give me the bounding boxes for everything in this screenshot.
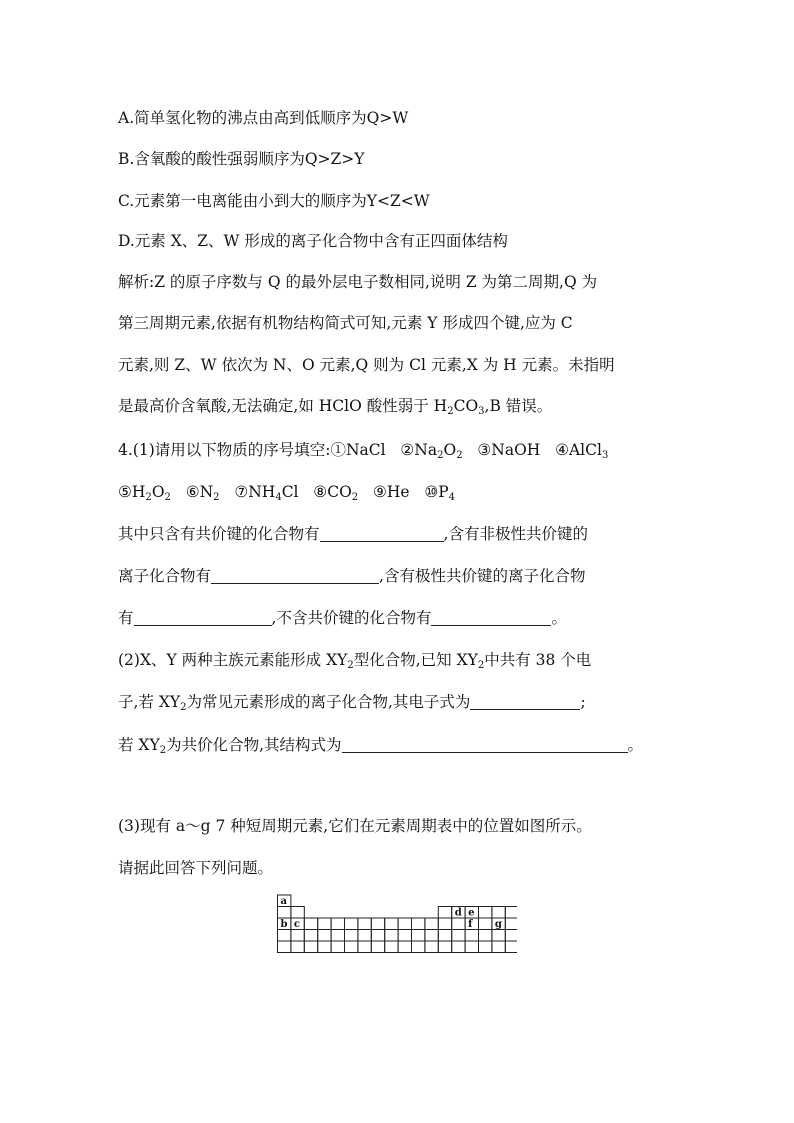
element-label-g: g xyxy=(494,919,502,930)
table-cell-period-4 xyxy=(291,930,304,942)
q4-part2-line-2 xyxy=(118,692,586,712)
table-cell-period-5 xyxy=(398,941,411,953)
substance-item: ①NaCl xyxy=(330,441,386,459)
subscript: 2 xyxy=(447,406,454,417)
subscript: 2 xyxy=(180,702,187,713)
table-cell-period-5 xyxy=(452,941,465,953)
table-cell-period-5 xyxy=(291,941,304,953)
answer-blank[interactable] xyxy=(320,525,444,542)
table-cell-period-4 xyxy=(318,930,331,942)
table-cell-period-2 xyxy=(438,907,451,919)
q4-part3-line-2: 请据此回答下列问题。 xyxy=(118,859,274,877)
table-cell-period-5 xyxy=(358,941,371,953)
analysis-line-1: 解析:Z 的原子序数与 Q 的最外层电子数相同,说明 Z 为第二周期,Q 为 xyxy=(118,273,598,291)
table-cell-period-5 xyxy=(318,941,331,953)
table-cell-period-3 xyxy=(425,918,438,930)
option-a: A.简单氢化物的沸点由高到低顺序为Q>W xyxy=(118,109,409,127)
table-cell-period-4 xyxy=(465,930,478,942)
substance-item: $⑩P_4$ xyxy=(424,483,456,503)
question-text: 为共价化合物,其结构式为 xyxy=(166,736,342,754)
question-text: 其中只含有共价键的化合物有 xyxy=(118,525,320,543)
element-label-a: a xyxy=(280,896,287,907)
table-cell-period-4 xyxy=(371,930,384,942)
table-cell-period-4 xyxy=(398,930,411,942)
q4-fill-line-1 xyxy=(118,524,588,544)
substance-item: $⑥N_2$ xyxy=(185,483,220,503)
table-cell-period-5 xyxy=(385,941,398,953)
subscript: 2 xyxy=(347,660,354,671)
analysis-line-2: 第三周期元素,依据有机物结构简式可知,元素 Y 形成四个键,应为 C xyxy=(118,314,573,332)
analysis-line-4 xyxy=(118,396,552,416)
table-cell-period-5 xyxy=(492,941,505,953)
q4-fill-line-3 xyxy=(118,608,567,628)
q4-substance-line-2 xyxy=(118,482,455,502)
substance-item: ③NaOH xyxy=(477,441,541,459)
table-cell-period-5 xyxy=(425,941,438,953)
option-d: D.元素 X、Z、W 形成的离子化合物中含有正四面体结构 xyxy=(118,232,508,250)
table-cell-period-5 xyxy=(412,941,425,953)
element-label-d: d xyxy=(454,907,462,919)
option-b: B.含氧酸的酸性强弱顺序为Q>Z>Y xyxy=(118,150,365,168)
table-cell-period-3 xyxy=(371,918,384,930)
element-label-c: c xyxy=(293,919,300,930)
table-cell-period-3 xyxy=(304,918,317,930)
table-cell-period-4 xyxy=(331,930,344,942)
subscript: 2 xyxy=(477,660,485,671)
table-cell-period-5 xyxy=(438,941,451,953)
substance-item: ⑨He xyxy=(372,483,410,501)
q4-part3-line-1: (3)现有 a～g 7 种短周期元素,它们在元素周期表中的位置如图所示。 xyxy=(118,817,592,835)
substance-item: $⑦NH_4Cl$ xyxy=(234,483,299,503)
analysis-text: ,B 错误。 xyxy=(484,397,553,415)
question-text: 。 xyxy=(551,609,567,627)
table-cell-period-3 xyxy=(318,918,331,930)
periodic-table-figure xyxy=(277,894,517,964)
question-text: 型化合物,已知 XY xyxy=(353,651,478,669)
table-cell-period-5 xyxy=(331,941,344,953)
substance-item: $⑤H_2O_2$ xyxy=(118,483,171,503)
subscript: 3 xyxy=(478,406,485,417)
table-cell-period-3 xyxy=(452,918,465,930)
question-text: ; xyxy=(580,693,586,711)
table-cell-period-3 xyxy=(505,918,517,930)
answer-blank[interactable] xyxy=(134,609,272,626)
table-cell-period-3 xyxy=(385,918,398,930)
subscript: 2 xyxy=(159,745,167,756)
formula-text: CO xyxy=(453,397,479,415)
question-text: 为常见元素形成的离子化合物,其电子式为 xyxy=(186,693,471,711)
table-cell-period-4 xyxy=(425,930,438,942)
table-cell-period-3 xyxy=(331,918,344,930)
question-text: 若 XY xyxy=(118,736,160,754)
analysis-text: 是最高价含氧酸,无法确定,如 HClO 酸性弱于 H xyxy=(118,397,448,415)
answer-blank[interactable] xyxy=(211,567,379,584)
table-cell-period-4 xyxy=(479,930,492,942)
question-text: 离子化合物有 xyxy=(118,567,212,585)
table-cell-period-4 xyxy=(505,930,517,942)
table-cell-period-4 xyxy=(412,930,425,942)
table-cell-period-5 xyxy=(371,941,384,953)
table-cell-period-2 xyxy=(291,907,304,919)
table-cell-period-4 xyxy=(358,930,371,942)
question-text: ,含有极性共价键的离子化合物 xyxy=(379,567,586,585)
table-cell-period-3 xyxy=(345,918,358,930)
q4-intro: 4.(1)请用以下物质的序号填空: xyxy=(118,441,331,459)
table-cell-period-2 xyxy=(278,907,291,919)
q4-part2-line-3 xyxy=(118,735,643,755)
element-label-f: f xyxy=(468,919,473,930)
answer-blank[interactable] xyxy=(431,609,551,626)
analysis-line-3: 元素,则 Z、W 依次为 N、O 元素,Q 则为 Cl 元素,X 为 H 元素。未指明 xyxy=(118,356,615,374)
table-cell-period-4 xyxy=(492,930,505,942)
substance-item: $②Na_2O_2$ xyxy=(400,441,463,461)
table-cell-period-2 xyxy=(479,907,492,919)
answer-blank[interactable] xyxy=(342,736,628,753)
table-cell-period-2 xyxy=(492,907,505,919)
table-cell-period-5 xyxy=(505,941,517,953)
question-text: 。 xyxy=(627,736,644,754)
q4-fill-line-2 xyxy=(118,566,585,586)
table-cell-period-4 xyxy=(278,930,291,942)
table-cell-period-4 xyxy=(345,930,358,942)
table-cell-period-5 xyxy=(465,941,478,953)
question-text: (2)X、Y 两种主族元素能形成 XY xyxy=(118,651,348,669)
q4-substance-line-1 xyxy=(118,440,608,460)
answer-blank[interactable] xyxy=(470,693,580,710)
table-cell-period-4 xyxy=(385,930,398,942)
table-cell-period-4 xyxy=(304,930,317,942)
table-cell-period-4 xyxy=(452,930,465,942)
question-text: 有 xyxy=(118,609,134,627)
element-label-e: e xyxy=(468,907,475,919)
table-cell-period-3 xyxy=(398,918,411,930)
option-c: C.元素第一电离能由小到大的顺序为Y<Z<W xyxy=(118,192,430,210)
table-cell-period-3 xyxy=(412,918,425,930)
question-text: 中共有 38 个电 xyxy=(484,651,592,669)
element-label-b: b xyxy=(280,919,288,930)
question-text: ,含有非极性共价键的 xyxy=(443,525,588,543)
table-cell-period-5 xyxy=(278,941,291,953)
table-cell-period-4 xyxy=(438,930,451,942)
question-text: 子,若 XY xyxy=(118,693,181,711)
substance-item: $⑧CO_2$ xyxy=(313,483,359,503)
question-text: ,不含共价键的化合物有 xyxy=(271,609,432,627)
table-cell-period-5 xyxy=(479,941,492,953)
table-cell-period-2 xyxy=(505,907,517,919)
q4-part2-line-1 xyxy=(118,650,591,670)
table-cell-period-3 xyxy=(358,918,371,930)
table-cell-period-3 xyxy=(479,918,492,930)
table-cell-period-5 xyxy=(345,941,358,953)
table-cell-period-3 xyxy=(438,918,451,930)
substance-item: ④AlCl$_3$ xyxy=(555,441,609,461)
table-cell-period-5 xyxy=(304,941,317,953)
